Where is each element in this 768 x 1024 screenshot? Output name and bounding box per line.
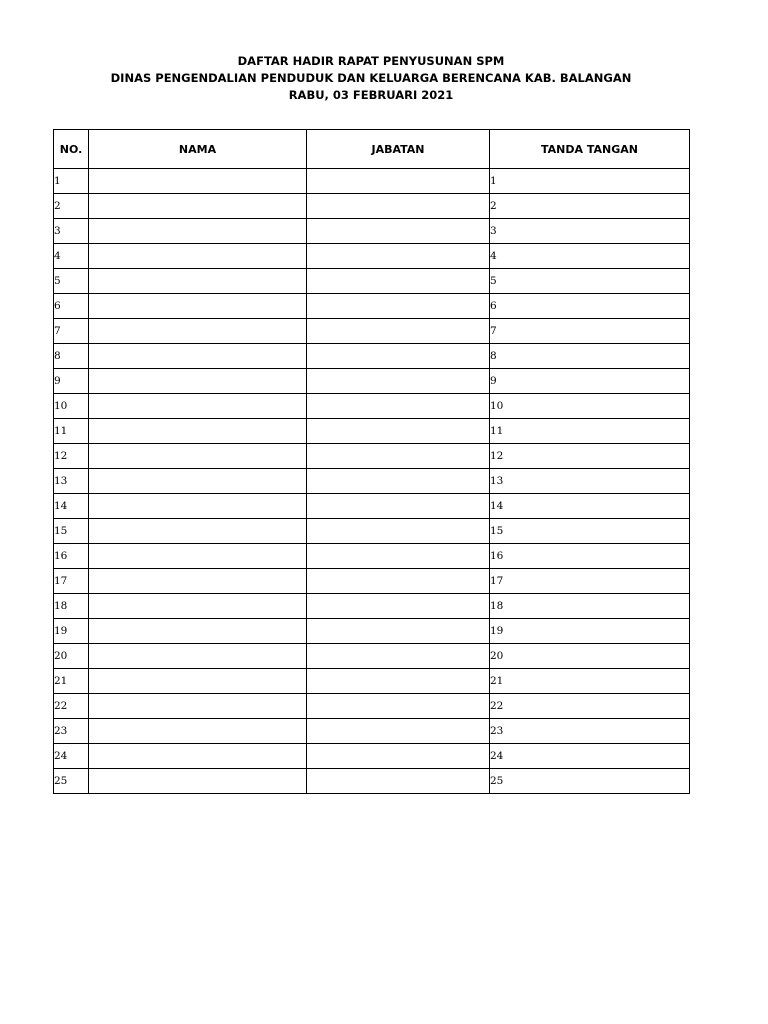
position-cell bbox=[307, 219, 490, 244]
position-cell bbox=[307, 569, 490, 594]
name-cell bbox=[89, 419, 307, 444]
signature-cell: 13 bbox=[490, 469, 690, 494]
table-row bbox=[54, 644, 690, 669]
position-cell bbox=[307, 194, 490, 219]
name-cell bbox=[89, 494, 307, 519]
signature-cell: 4 bbox=[490, 244, 690, 269]
row-number: 13 bbox=[54, 469, 89, 494]
name-cell bbox=[89, 394, 307, 419]
position-cell bbox=[307, 394, 490, 419]
position-cell bbox=[307, 719, 490, 744]
signature-cell: 15 bbox=[490, 519, 690, 544]
table-row bbox=[54, 669, 690, 694]
column-header-nama: NAMA bbox=[89, 130, 307, 169]
row-number: 16 bbox=[54, 544, 89, 569]
position-cell bbox=[307, 669, 490, 694]
row-number: 12 bbox=[54, 444, 89, 469]
row-number: 15 bbox=[54, 519, 89, 544]
row-number: 21 bbox=[54, 669, 89, 694]
document-title: DAFTAR HADIR RAPAT PENYUSUNAN SPM bbox=[237, 54, 505, 68]
signature-cell: 3 bbox=[490, 219, 690, 244]
row-number: 5 bbox=[54, 269, 89, 294]
row-number: 1 bbox=[54, 169, 89, 194]
name-cell bbox=[89, 169, 307, 194]
table-row bbox=[54, 494, 690, 519]
table-row bbox=[54, 369, 690, 394]
name-cell bbox=[89, 344, 307, 369]
row-number: 20 bbox=[54, 644, 89, 669]
row-number: 14 bbox=[54, 494, 89, 519]
table-row bbox=[54, 344, 690, 369]
signature-cell: 1 bbox=[490, 169, 690, 194]
signature-cell: 5 bbox=[490, 269, 690, 294]
table-row bbox=[54, 419, 690, 444]
position-cell bbox=[307, 644, 490, 669]
name-cell bbox=[89, 569, 307, 594]
name-cell bbox=[89, 519, 307, 544]
table-row bbox=[54, 269, 690, 294]
row-number: 10 bbox=[54, 394, 89, 419]
row-number: 24 bbox=[54, 744, 89, 769]
position-cell bbox=[307, 619, 490, 644]
name-cell bbox=[89, 469, 307, 494]
signature-cell: 24 bbox=[490, 744, 690, 769]
name-cell bbox=[89, 619, 307, 644]
position-cell bbox=[307, 469, 490, 494]
table-row bbox=[54, 594, 690, 619]
column-header-no: NO. bbox=[54, 130, 89, 169]
signature-cell: 19 bbox=[490, 619, 690, 644]
table-row bbox=[54, 444, 690, 469]
row-number: 19 bbox=[54, 619, 89, 644]
department-name: DINAS PENGENDALIAN PENDUDUK DAN KELUARGA BERENCANA KAB. BALANGAN bbox=[110, 71, 632, 85]
signature-cell: 6 bbox=[490, 294, 690, 319]
row-number: 23 bbox=[54, 719, 89, 744]
column-header-jabatan: JABATAN bbox=[307, 130, 490, 169]
position-cell bbox=[307, 244, 490, 269]
name-cell bbox=[89, 719, 307, 744]
table-header-row bbox=[54, 130, 690, 169]
signature-cell: 11 bbox=[490, 419, 690, 444]
position-cell bbox=[307, 594, 490, 619]
position-cell bbox=[307, 369, 490, 394]
name-cell bbox=[89, 769, 307, 794]
name-cell bbox=[89, 294, 307, 319]
name-cell bbox=[89, 194, 307, 219]
table-row bbox=[54, 219, 690, 244]
position-cell bbox=[307, 744, 490, 769]
table-row bbox=[54, 619, 690, 644]
table-row bbox=[54, 544, 690, 569]
row-number: 8 bbox=[54, 344, 89, 369]
table-row bbox=[54, 394, 690, 419]
row-number: 4 bbox=[54, 244, 89, 269]
signature-cell: 7 bbox=[490, 319, 690, 344]
row-number: 2 bbox=[54, 194, 89, 219]
signature-cell: 10 bbox=[490, 394, 690, 419]
position-cell bbox=[307, 494, 490, 519]
attendance-table bbox=[53, 129, 690, 794]
signature-cell: 12 bbox=[490, 444, 690, 469]
row-number: 18 bbox=[54, 594, 89, 619]
column-header-tanda-tangan: TANDA TANGAN bbox=[490, 130, 690, 169]
row-number: 17 bbox=[54, 569, 89, 594]
name-cell bbox=[89, 544, 307, 569]
row-number: 6 bbox=[54, 294, 89, 319]
position-cell bbox=[307, 769, 490, 794]
table-row bbox=[54, 294, 690, 319]
signature-cell: 2 bbox=[490, 194, 690, 219]
signature-cell: 25 bbox=[490, 769, 690, 794]
position-cell bbox=[307, 444, 490, 469]
position-cell bbox=[307, 294, 490, 319]
signature-cell: 8 bbox=[490, 344, 690, 369]
attendance-rows bbox=[54, 169, 690, 794]
position-cell bbox=[307, 544, 490, 569]
name-cell bbox=[89, 244, 307, 269]
row-number: 25 bbox=[54, 769, 89, 794]
position-cell bbox=[307, 319, 490, 344]
table-row bbox=[54, 519, 690, 544]
position-cell bbox=[307, 344, 490, 369]
table-row bbox=[54, 319, 690, 344]
signature-cell: 18 bbox=[490, 594, 690, 619]
signature-cell: 17 bbox=[490, 569, 690, 594]
row-number: 22 bbox=[54, 694, 89, 719]
table-row bbox=[54, 469, 690, 494]
document-header bbox=[0, 53, 742, 104]
table-row bbox=[54, 744, 690, 769]
name-cell bbox=[89, 269, 307, 294]
name-cell bbox=[89, 694, 307, 719]
row-number: 7 bbox=[54, 319, 89, 344]
signature-cell: 14 bbox=[490, 494, 690, 519]
name-cell bbox=[89, 744, 307, 769]
signature-cell: 22 bbox=[490, 694, 690, 719]
table-row bbox=[54, 194, 690, 219]
table-row bbox=[54, 244, 690, 269]
signature-cell: 21 bbox=[490, 669, 690, 694]
name-cell bbox=[89, 644, 307, 669]
table-row bbox=[54, 569, 690, 594]
position-cell bbox=[307, 519, 490, 544]
signature-cell: 9 bbox=[490, 369, 690, 394]
name-cell bbox=[89, 444, 307, 469]
position-cell bbox=[307, 269, 490, 294]
position-cell bbox=[307, 694, 490, 719]
meeting-date: RABU, 03 FEBRUARI 2021 bbox=[288, 88, 454, 102]
row-number: 11 bbox=[54, 419, 89, 444]
signature-cell: 20 bbox=[490, 644, 690, 669]
name-cell bbox=[89, 594, 307, 619]
name-cell bbox=[89, 219, 307, 244]
signature-cell: 16 bbox=[490, 544, 690, 569]
name-cell bbox=[89, 319, 307, 344]
table-row bbox=[54, 719, 690, 744]
name-cell bbox=[89, 669, 307, 694]
table-row bbox=[54, 169, 690, 194]
row-number: 9 bbox=[54, 369, 89, 394]
name-cell bbox=[89, 369, 307, 394]
position-cell bbox=[307, 419, 490, 444]
table-row bbox=[54, 769, 690, 794]
position-cell bbox=[307, 169, 490, 194]
row-number: 3 bbox=[54, 219, 89, 244]
table-row bbox=[54, 694, 690, 719]
signature-cell: 23 bbox=[490, 719, 690, 744]
